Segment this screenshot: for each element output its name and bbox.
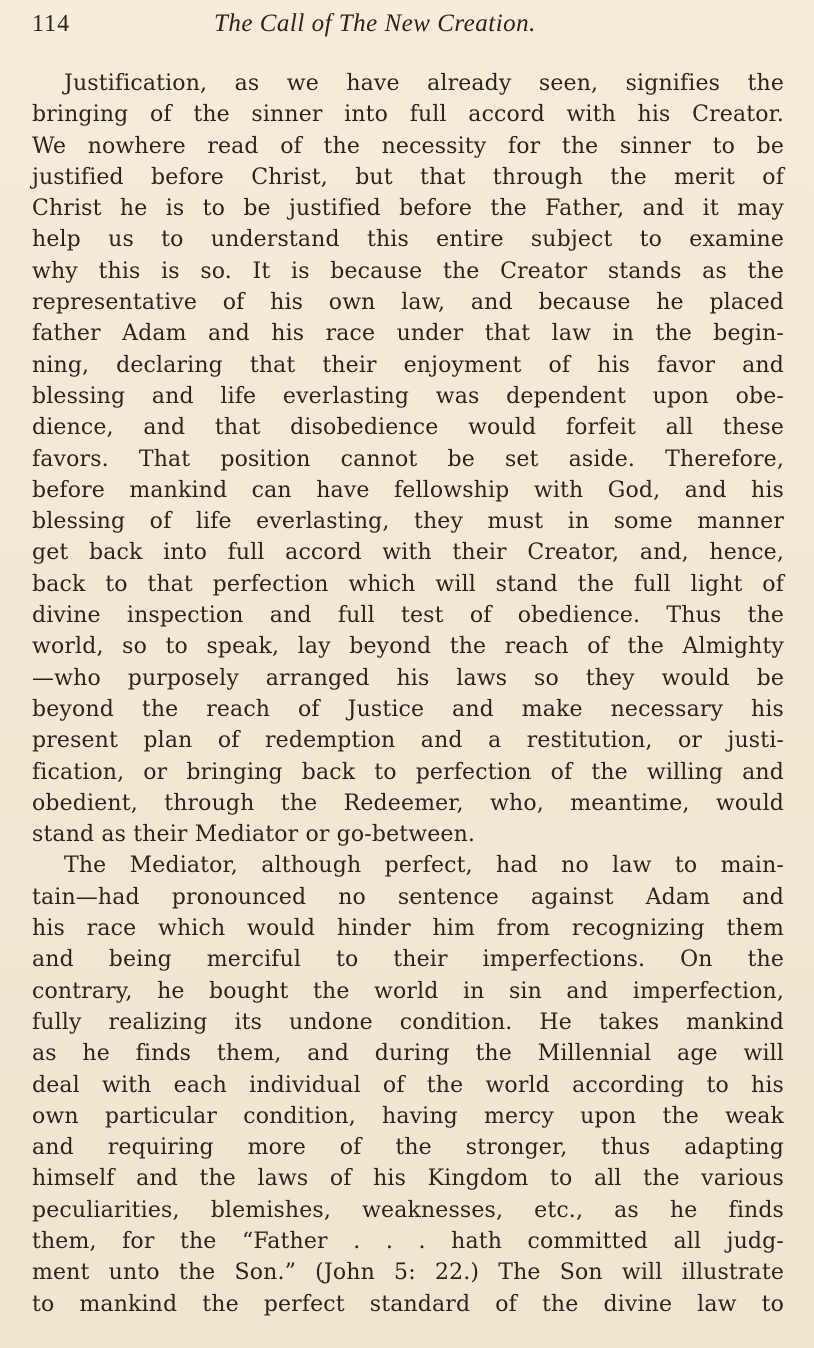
text-line: his race which would hinder him from recognizing them [32, 916, 784, 942]
text-line: ning, declaring that their enjoyment of his favor and [32, 352, 784, 378]
text-line: blessing of life everlasting, they must in some manner [32, 509, 784, 535]
text-line: dience, and that disobedience would forfeit all these [32, 415, 784, 441]
text-line: world, so to speak, lay beyond the reach of the Almighty [32, 634, 784, 660]
page-number: 114 [32, 11, 71, 37]
text-line: Christ he is to be justified before the Father, and it may [32, 196, 784, 222]
text-line: to mankind the perfect standard of the divine law to [32, 1291, 784, 1317]
text-line: favors. That position cannot be set aside. Therefore, [32, 446, 784, 472]
text-line: fication, or bringing back to perfection of the willing and [32, 759, 784, 785]
text-line: back to that perfection which will stand the full light of [32, 571, 784, 597]
text-line: contrary, he bought the world in sin and imperfection, [32, 978, 784, 1004]
text-line: why this is so. It is because the Creator stands as the [32, 258, 784, 284]
text-line: beyond the reach of Justice and make necessary his [32, 696, 784, 722]
text-line: representative of his own law, and because he placed [32, 290, 784, 316]
text-line: deal with each individual of the world according to his [32, 1072, 784, 1098]
text-line: peculiarities, blemishes, weaknesses, etc., as he finds [32, 1197, 784, 1223]
text-line: blessing and life everlasting was dependent upon obe- [32, 383, 784, 409]
text-line: and requiring more of the stronger, thus adapting [32, 1135, 784, 1161]
text-line: We nowhere read of the necessity for the sinner to be [32, 133, 784, 159]
text-line: as he finds them, and during the Millennial age will [32, 1041, 784, 1067]
text-line: Justification, as we have already seen, signifies the [64, 71, 784, 96]
text-line: ment unto the Son.” (John 5: 22.) The Son will illustrate [32, 1260, 784, 1286]
text-line: The Mediator, although perfect, had no law to main- [64, 853, 784, 879]
text-line: justified before Christ, but that through the merit of [32, 164, 784, 190]
text-line: tain—had pronounced no sentence against Adam and [32, 884, 784, 910]
text-line: own particular condition, having mercy upon the weak [32, 1103, 784, 1129]
text-line: —who purposely arranged his laws so they would be [32, 665, 784, 691]
text-line: father Adam and his race under that law in the begin- [32, 321, 784, 347]
text-line: bringing of the sinner into full accord with his Creator. [32, 102, 784, 128]
text-line: himself and the laws of his Kingdom to all the various [32, 1166, 784, 1192]
text-line: obedient, through the Redeemer, who, meantime, would [32, 790, 784, 816]
text-line: present plan of redemption and a restitution, or justi- [32, 728, 784, 754]
running-head [32, 10, 784, 50]
text-line: stand as their Mediator or go-between. [32, 822, 476, 848]
text-line: divine inspection and full test of obedience. Thus the [32, 603, 784, 629]
running-title: The Call of The New Creation. [214, 10, 536, 37]
body-text [32, 68, 784, 1320]
text-line: before mankind can have fellowship with God, and his [32, 477, 784, 503]
text-line: get back into full accord with their Creator, and, hence, [32, 540, 784, 566]
paragraph-mediator [32, 850, 784, 1319]
paragraph-justification [32, 68, 784, 850]
text-line: them, for the “Father . . . hath committed all judg- [32, 1228, 784, 1254]
text-line: and being merciful to their imperfections. On the [32, 947, 784, 973]
text-line: fully realizing its undone condition. He takes mankind [32, 1009, 784, 1035]
text-line: help us to understand this entire subject to examine [32, 227, 784, 253]
